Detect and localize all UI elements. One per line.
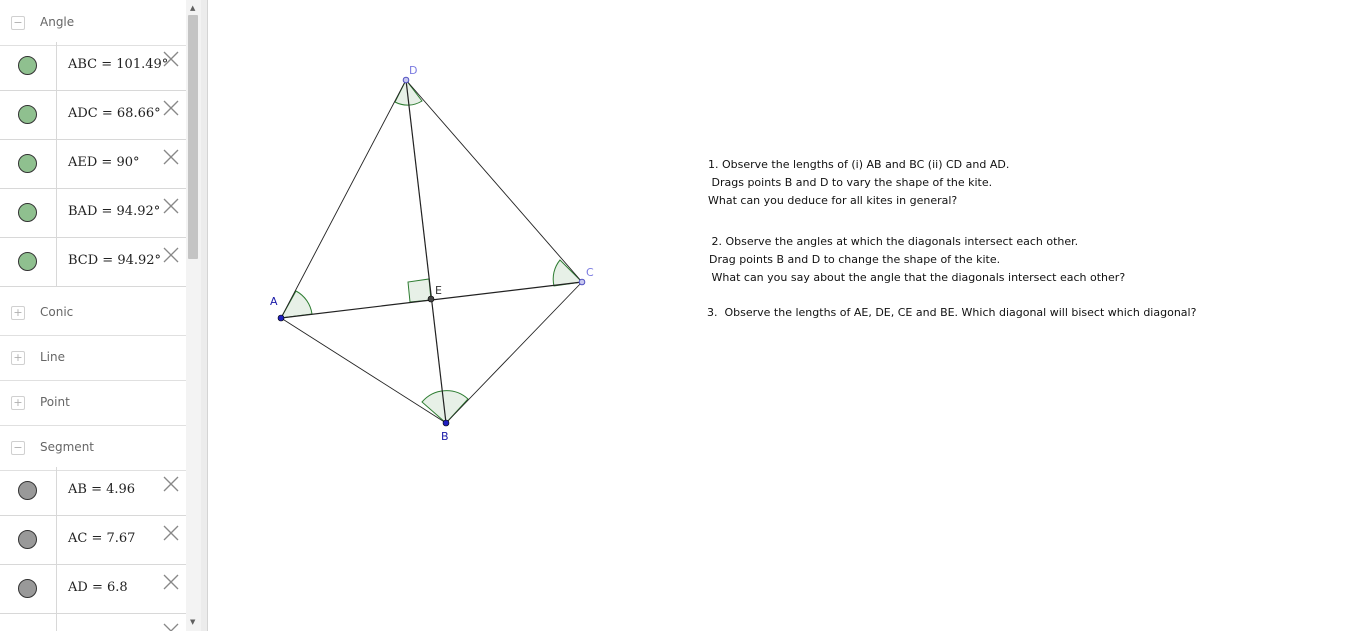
point-a[interactable] [278,315,284,321]
scroll-up-arrow-icon[interactable]: ▲ [190,4,196,12]
list-item-angle-adc[interactable] [0,91,186,140]
group-point[interactable] [0,380,186,426]
group-label: Conic [40,305,74,319]
close-x-icon[interactable] [162,573,180,591]
list-item-angle-bad[interactable] [0,189,186,238]
expand-icon[interactable]: + [11,306,25,320]
list-item-segment-ab[interactable] [0,467,186,516]
scroll-down-arrow-icon[interactable]: ▼ [190,618,196,626]
segment-cd[interactable] [406,80,582,282]
segment-bc[interactable] [446,282,582,423]
visibility-toggle[interactable] [18,481,37,500]
graphics-view[interactable] [208,0,1362,631]
note-line: 2. Observe the angles at which the diagonals intersect each other. [708,235,1079,248]
segment-ad[interactable] [281,80,406,318]
group-label: Angle [40,15,75,29]
object-definition[interactable]: BCD = 94.92° [68,253,162,268]
note-line: What can you say about the angle that the diagonals intersect each other? [708,271,1126,284]
note-line: Drag points B and D to change the shape of the kite. [709,253,1001,266]
close-x-icon[interactable] [162,524,180,542]
visibility-toggle[interactable] [18,203,37,222]
collapse-icon[interactable]: − [11,16,25,30]
group-label: Point [40,395,70,409]
note-line: 1. Observe the lengths of (i) AB and BC (ii) CD and AD. [708,158,1010,171]
list-item-segment-ac[interactable] [0,516,186,565]
group-segment[interactable] [0,425,186,471]
close-x-icon[interactable] [162,246,180,264]
group-angle[interactable] [0,0,186,46]
point-label-b: B [441,430,449,443]
visibility-toggle[interactable] [18,154,37,173]
point-b[interactable] [443,420,449,426]
algebra-view [0,0,186,631]
close-x-icon[interactable] [162,50,180,68]
object-definition[interactable]: AC = 7.67 [68,531,136,546]
object-definition[interactable]: ABC = 101.49° [68,57,169,72]
note-line: What can you deduce for all kites in general? [708,194,958,207]
angle-bad-sector[interactable] [281,291,312,318]
object-definition[interactable]: ADC = 68.66° [68,106,161,121]
point-e[interactable] [428,296,434,302]
list-item-segment-ad[interactable] [0,565,186,614]
point-label-a: A [270,295,278,308]
object-definition[interactable]: BAD = 94.92° [68,204,161,219]
close-x-icon[interactable] [162,622,180,631]
point-label-e: E [435,284,442,297]
algebra-scrollbar[interactable] [186,0,201,631]
note-line: Drags points B and D to vary the shape of the kite. [708,176,993,189]
segment-ab[interactable] [281,318,446,423]
segment-bd[interactable] [406,80,446,423]
visibility-toggle[interactable] [18,105,37,124]
close-x-icon[interactable] [162,148,180,166]
collapse-icon[interactable]: − [11,441,25,455]
view-splitter[interactable] [201,0,208,631]
point-label-d: D [409,64,418,77]
note-line: 3. Observe the lengths of AE, DE, CE and BE. Which diagonal will bisect which diagonal? [707,306,1197,319]
group-label: Line [40,350,66,364]
close-x-icon[interactable] [162,197,180,215]
list-item-angle-bcd[interactable] [0,238,186,287]
close-x-icon[interactable] [162,475,180,493]
group-label: Segment [40,440,94,454]
scrollbar-thumb[interactable] [188,15,198,259]
group-line[interactable] [0,335,186,381]
point-label-c: C [586,266,594,279]
point-c[interactable] [579,279,585,285]
close-x-icon[interactable] [162,99,180,117]
expand-icon[interactable]: + [11,396,25,410]
list-item-angle-abc[interactable] [0,42,186,91]
point-d[interactable] [403,77,409,83]
list-item-segment-partial[interactable] [0,614,186,631]
object-definition[interactable]: AED = 90° [68,155,140,170]
visibility-toggle[interactable] [18,252,37,271]
expand-icon[interactable]: + [11,351,25,365]
list-item-angle-aed[interactable] [0,140,186,189]
visibility-toggle[interactable] [18,530,37,549]
visibility-toggle[interactable] [18,579,37,598]
visibility-toggle[interactable] [18,56,37,75]
angle-aed-marker[interactable] [408,279,431,302]
object-definition[interactable]: AD = 6.8 [68,580,128,595]
object-definition[interactable]: AB = 4.96 [68,482,136,497]
group-conic[interactable] [0,290,186,336]
